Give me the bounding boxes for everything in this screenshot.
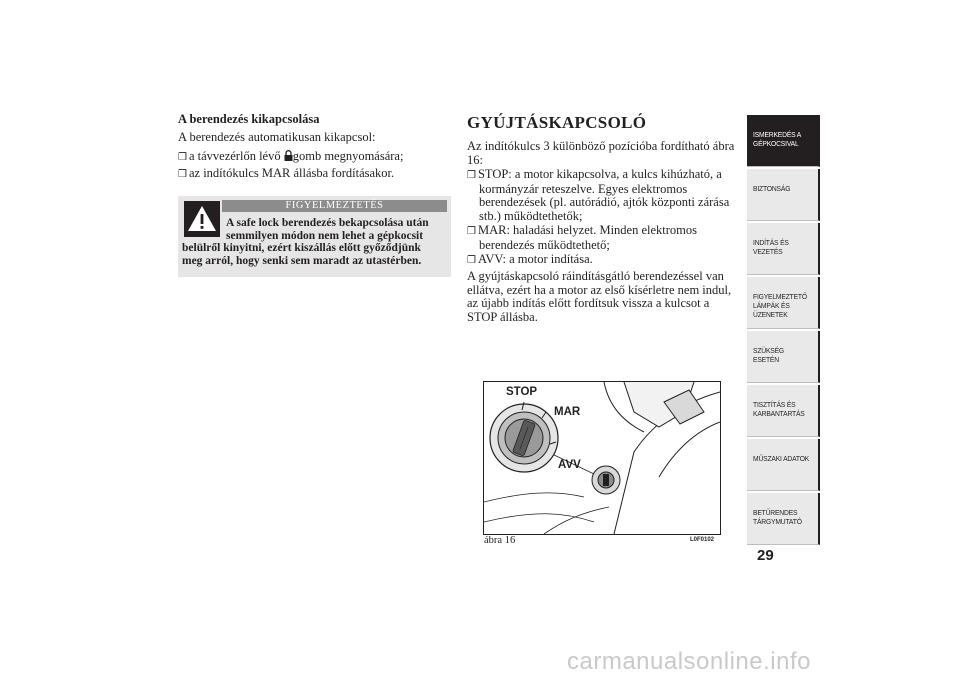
text-line: ellátva, ezért ha a motor az első kísérletre nem indul, [467,282,732,297]
list-item-text: az indítókulcs MAR állásba fordításakor. [188,166,395,180]
list-item [178,150,403,165]
warning-title: FIGYELMEZTETÉS [222,200,447,212]
bullet-mark: ❒ [467,255,476,266]
list-item-text: a távvezérlőn lévő [188,149,281,163]
section-heading: A berendezés kikapcsolása [178,112,320,126]
list-item-text: gomb megnyomására; [292,149,404,163]
text-line: STOP állásba. [467,309,538,324]
bullet-mark: ❒ [178,152,187,163]
tab-label: ISMERKEDÉS A GÉPKOCSIVAL [753,130,802,148]
stop-label: STOP [506,386,538,398]
list-item-text: berendezések (pl. autórádió, ajtók központi zárása [479,195,730,209]
ignition-illustration [483,381,721,535]
intro-paragraph [467,140,742,167]
text-line: A gyújtáskapcsoló ráindításgátló berendezéssel van [467,269,724,283]
tab-biztonsag[interactable] [747,169,820,221]
list-item-text: berendezés működtethető; [479,237,610,252]
warning-line: belülről kinyitni, ezért kiszállás előtt győződjünk [182,242,421,254]
text-line: 16: [467,152,483,167]
tab-label: BIZTONSÁG [753,184,791,193]
figure-code: L0F0102 [690,537,715,543]
list-item [467,224,742,252]
list-item [178,167,394,182]
tab-ismerkedes[interactable] [747,115,820,167]
bullet-mark: ❒ [467,170,476,181]
bullet-mark: ❒ [467,226,476,237]
list-item-text: MAR: haladási helyzet. Minden elektromos [477,223,698,237]
tab-label: FIGYELMEZTETŐ LÁMPÁK ÉS ÜZENETEK [753,292,807,319]
figure-caption: ábra 16 [484,535,516,546]
page-title: GYÚJTÁSKAPCSOLÓ [467,113,647,132]
tab-label: SZÜKSÉG ESETÉN [753,346,785,364]
list-item-text: stb.) működtethetők; [479,208,583,223]
watermark-text[interactable]: carmanualsonline.info [567,648,811,675]
padlock-icon [284,150,293,161]
text-line: az újabb indítás előtt fordítsuk vissza a kulcsot a [467,296,710,310]
tab-label: MŰSZAKI ADATOK [753,454,810,463]
tab-szukseg[interactable] [747,331,820,383]
avv-label: AVV [558,459,581,471]
ignition-drawing [484,382,720,534]
tab-muszaki[interactable] [747,439,820,491]
page-number: 29 [757,547,774,564]
bullet-mark: ❒ [178,169,187,180]
warning-text [182,217,447,267]
warning-line: A safe lock berendezés bekapcsolása után [226,217,429,229]
list-item [467,168,742,223]
list-item-text: AVV: a motor indítása. [477,252,593,266]
list-item-text: STOP: a motor kikapcsolva, a kulcs kihúzható, a [477,167,722,181]
tab-label: TISZTÍTÁS ÉS KARBANTARTÁS [753,400,805,418]
list-item-text: kormányzár reteszelve. Egyes elektromos [479,181,688,196]
intro-text: A berendezés automatikusan kikapcsol: [178,130,376,144]
tab-tisztitas[interactable] [747,385,820,437]
outro-paragraph [467,270,742,324]
tab-label: INDÍTÁS ÉS VEZETÉS [753,238,789,256]
list-item [467,253,742,268]
text-line: Az indítókulcs 3 különböző pozícióba fordítható ábra [467,139,735,153]
tab-label: BETŰRENDES TÁRGYMUTATÓ [753,508,802,526]
warning-line: semmilyen módon nem lehet a gépkocsit [226,229,424,242]
tab-figyelmezteto[interactable] [747,277,820,329]
tab-inditas[interactable] [747,223,820,275]
mar-label: MAR [554,406,581,418]
warning-line: meg arról, hogy senki sem maradt az utastérben. [182,254,422,267]
warning-box [178,196,451,277]
tab-targymutato[interactable] [747,493,820,545]
